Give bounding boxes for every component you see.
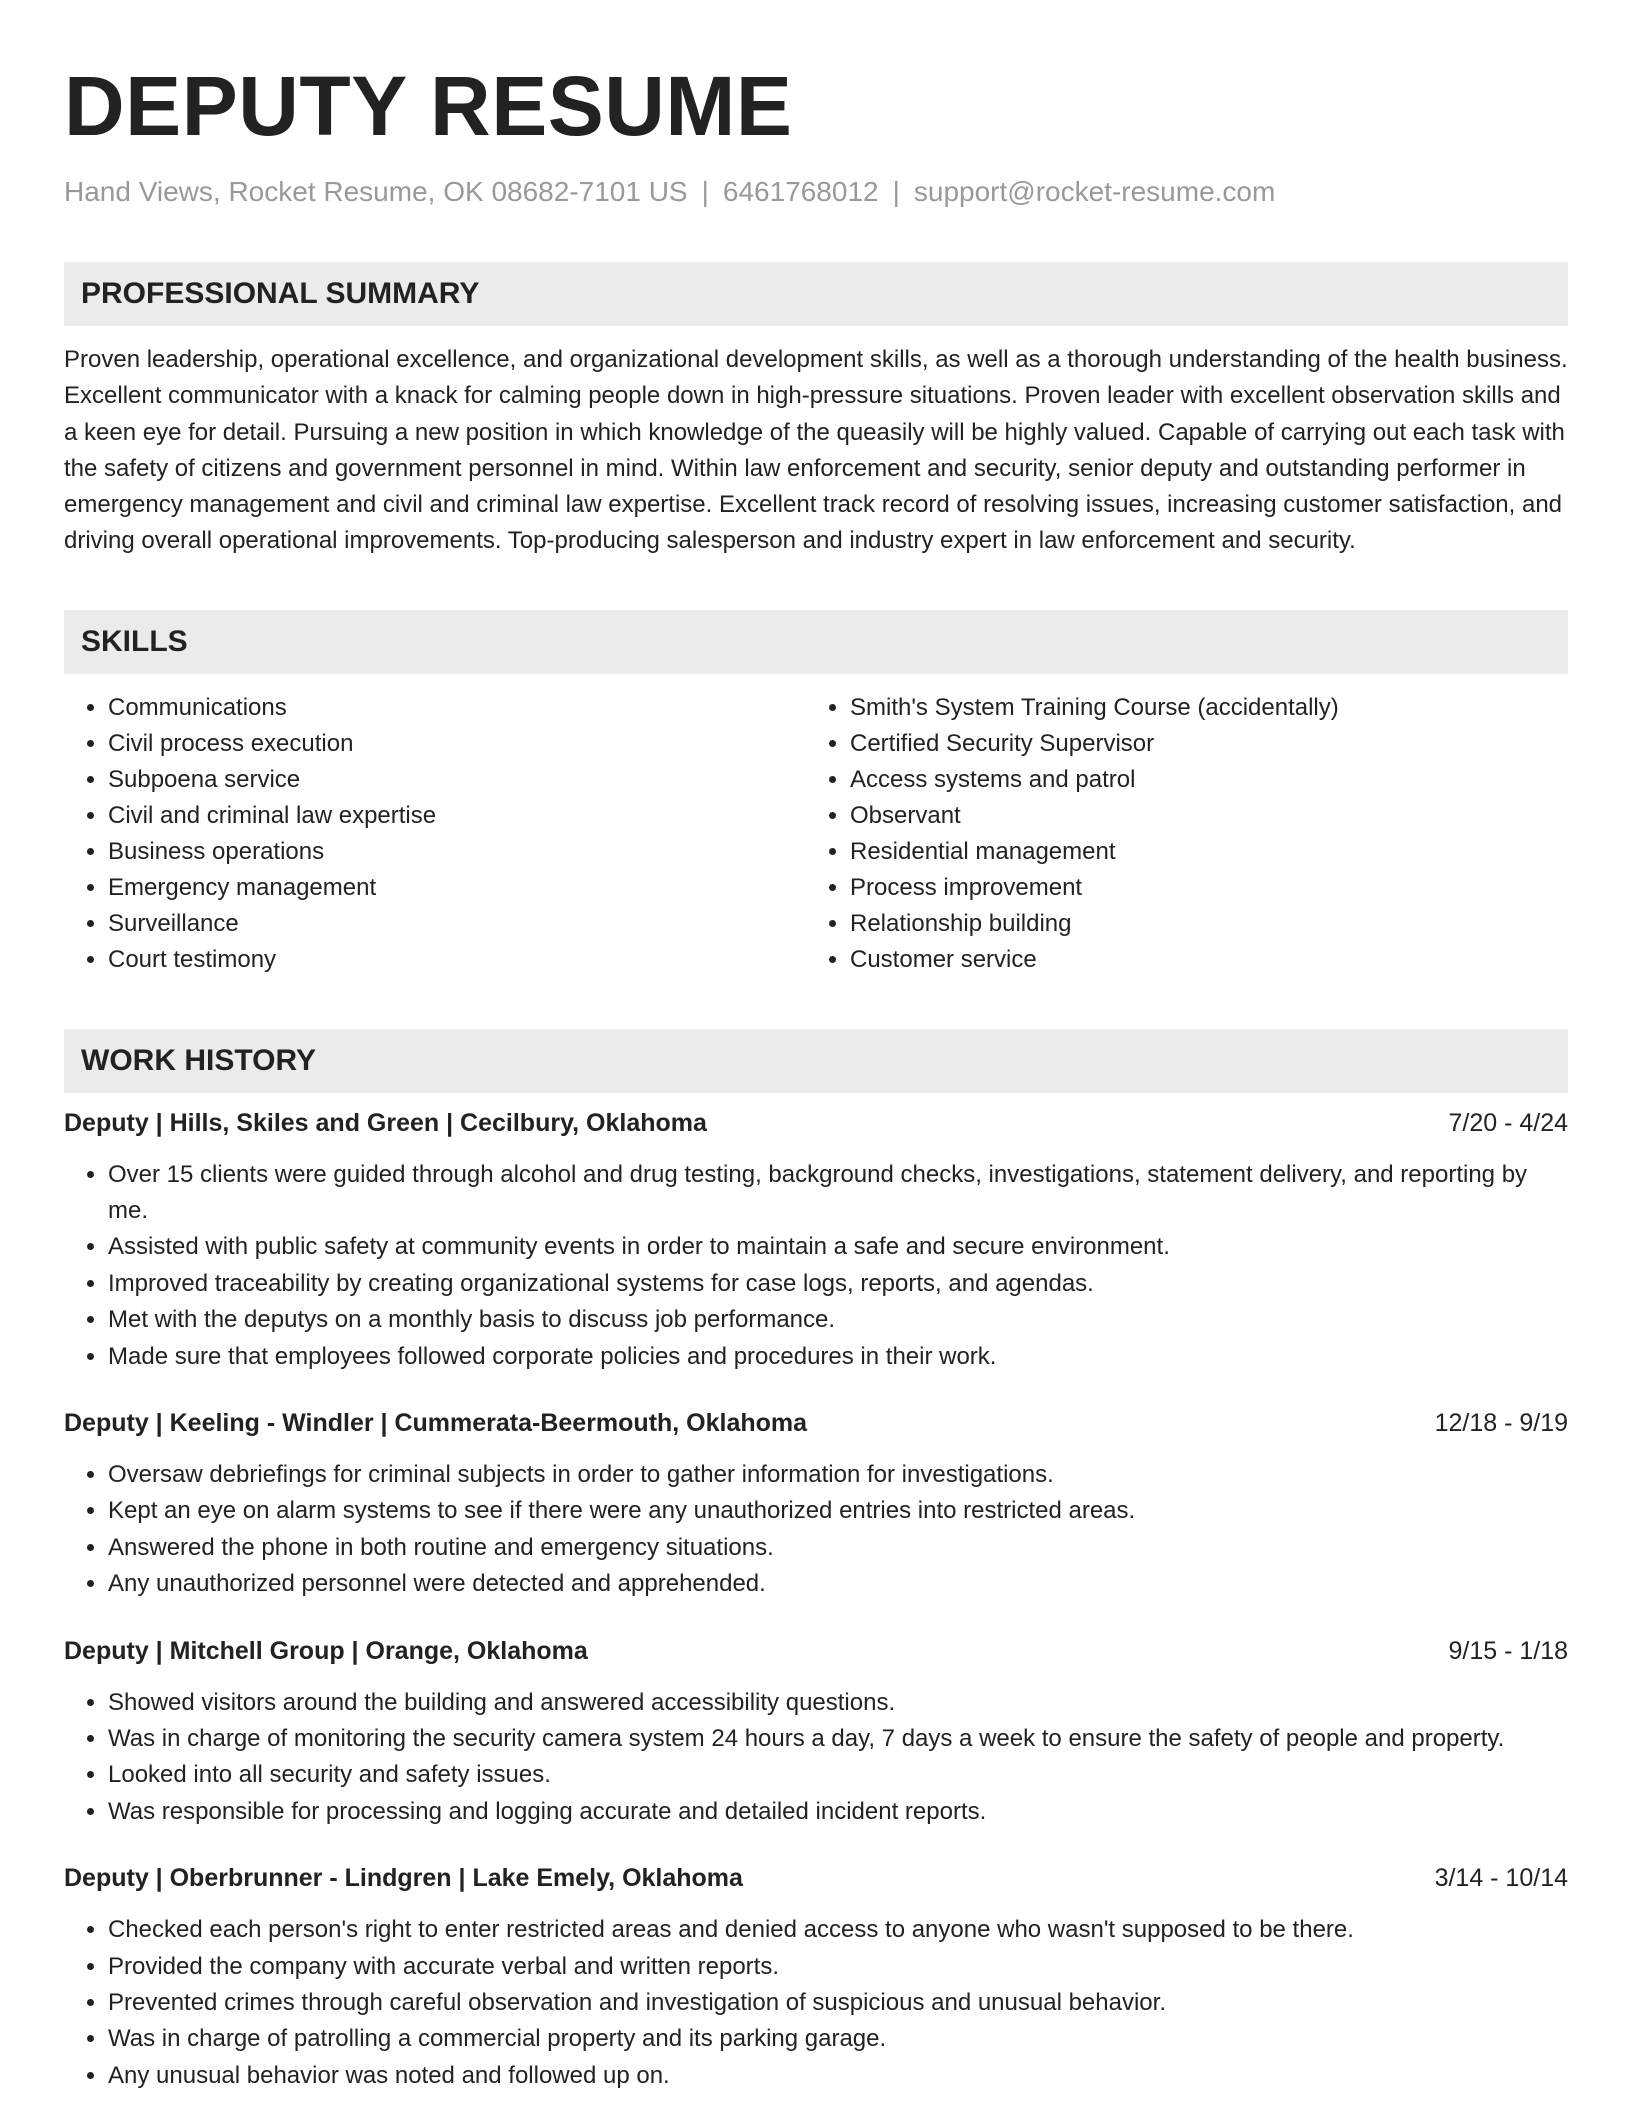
job-bullet: • Showed visitors around the building and answered accessibility questions. xyxy=(108,1685,1568,1721)
work-history-heading: WORK HISTORY xyxy=(64,1029,1568,1093)
job-bullet: • Assisted with public safety at community events in order to maintain a safe and secure environment. xyxy=(108,1229,1568,1265)
separator: | xyxy=(892,176,900,207)
job-title: Deputy | Oberbrunner - Lindgren | Lake Emely, Oklahoma xyxy=(64,1864,743,1893)
skill-item: • Emergency management xyxy=(108,870,806,906)
job-bullet: • Checked each person's right to enter restricted areas and denied access to anyone who wasn't supposed to be there. xyxy=(108,1912,1568,1948)
job-title: Deputy | Keeling - Windler | Cummerata-Beermouth, Oklahoma xyxy=(64,1408,808,1437)
summary-heading: PROFESSIONAL SUMMARY xyxy=(64,262,1568,326)
job-bullet: • Was responsible for processing and logging accurate and detailed incident reports. xyxy=(108,1794,1568,1830)
job-bullet: • Over 15 clients were guided through alcohol and drug testing, background checks, investigations, statement delivery, and reporting by me. xyxy=(108,1157,1568,1230)
job-entry xyxy=(64,1405,1568,1603)
job-dates: 12/18 - 9/19 xyxy=(1434,1408,1568,1437)
skills-column-left xyxy=(64,690,806,979)
job-bullet: • Was in charge of monitoring the security camera system 24 hours a day, 7 days a week to ensure the safety of people and property. xyxy=(108,1721,1568,1757)
skills-heading: SKILLS xyxy=(64,610,1568,674)
job-entry xyxy=(64,1633,1568,1831)
skill-item: • Business operations xyxy=(108,834,806,870)
skill-item: • Communications xyxy=(108,690,806,726)
skill-item: • Civil and criminal law expertise xyxy=(108,798,806,834)
contact-line xyxy=(64,174,1568,210)
skill-item: • Observant xyxy=(850,798,1548,834)
skill-item: • Court testimony xyxy=(108,942,806,978)
skill-item: • Civil process execution xyxy=(108,726,806,762)
job-header xyxy=(64,1860,1568,1896)
job-title: Deputy | Mitchell Group | Orange, Oklahoma xyxy=(64,1636,588,1665)
job-bullets xyxy=(64,1457,1568,1603)
resume-title: DEPUTY RESUME xyxy=(64,59,793,153)
job-bullet: • Looked into all security and safety issues. xyxy=(108,1757,1568,1793)
job-bullet: • Was in charge of patrolling a commercial property and its parking garage. xyxy=(108,2021,1568,2057)
job-bullets xyxy=(64,1685,1568,1831)
job-bullet: • Oversaw debriefings for criminal subjects in order to gather information for investigations. xyxy=(108,1457,1568,1493)
job-dates: 3/14 - 10/14 xyxy=(1434,1864,1568,1893)
job-bullet: • Made sure that employees followed corporate policies and procedures in their work. xyxy=(108,1339,1568,1375)
job-bullet: • Any unauthorized personnel were detected and apprehended. xyxy=(108,1566,1568,1602)
separator: | xyxy=(701,176,709,207)
job-bullet: • Met with the deputys on a monthly basis to discuss job performance. xyxy=(108,1302,1568,1338)
skill-item: • Surveillance xyxy=(108,906,806,942)
skill-item: • Access systems and patrol xyxy=(850,762,1548,798)
skill-item: • Residential management xyxy=(850,834,1548,870)
job-bullets xyxy=(64,1912,1568,2094)
skill-item: • Relationship building xyxy=(850,906,1548,942)
job-bullet: • Provided the company with accurate verbal and written reports. xyxy=(108,1949,1568,1985)
job-bullet: • Answered the phone in both routine and emergency situations. xyxy=(108,1530,1568,1566)
job-bullet: • Improved traceability by creating organizational systems for case logs, reports, and agendas. xyxy=(108,1266,1568,1302)
skill-item: • Certified Security Supervisor xyxy=(850,726,1548,762)
skill-item: • Customer service xyxy=(850,942,1548,978)
job-header xyxy=(64,1105,1568,1141)
summary-text: Proven leadership, operational excellence, and organizational development skills, as well as a thorough understanding of the health business. Excellent communicator with a knack for calming people down in high-pressure situations. Proven leader with excellent observation skills and a keen eye for detail. Pursuing a new position in which knowledge of the queasily will be highly valued. Capable of carrying out each task with the safety of citizens and government personnel in mind. Within law enforcement and security, senior deputy and outstanding performer in emergency management and civil and criminal law expertise. Excellent track record of resolving issues, increasing customer satisfaction, and driving overall operational improvements. Top-producing salesperson and industry expert in law enforcement and security. xyxy=(64,346,1568,555)
skill-item: • Smith's System Training Course (accidentally) xyxy=(850,690,1548,726)
skills-list xyxy=(64,690,1568,979)
job-bullets xyxy=(64,1157,1568,1375)
email: support@rocket-resume.com xyxy=(913,176,1276,207)
job-dates: 7/20 - 4/24 xyxy=(1448,1108,1568,1137)
skill-item: • Process improvement xyxy=(850,870,1548,906)
skill-item: • Subpoena service xyxy=(108,762,806,798)
phone: 6461768012 xyxy=(722,176,879,207)
job-dates: 9/15 - 1/18 xyxy=(1448,1636,1568,1665)
job-title: Deputy | Hills, Skiles and Green | Cecilbury, Oklahoma xyxy=(64,1108,707,1137)
job-bullet: • Kept an eye on alarm systems to see if there were any unauthorized entries into restricted areas. xyxy=(108,1493,1568,1529)
job-entry xyxy=(64,1105,1568,1375)
job-header xyxy=(64,1405,1568,1441)
skills-column-right xyxy=(806,690,1548,979)
job-bullet: • Any unusual behavior was noted and followed up on. xyxy=(108,2058,1568,2094)
job-entry xyxy=(64,1860,1568,2094)
job-header xyxy=(64,1633,1568,1669)
address: Hand Views, Rocket Resume, OK 08682-7101 US xyxy=(64,176,688,207)
job-bullet: • Prevented crimes through careful observation and investigation of suspicious and unusual behavior. xyxy=(108,1985,1568,2021)
